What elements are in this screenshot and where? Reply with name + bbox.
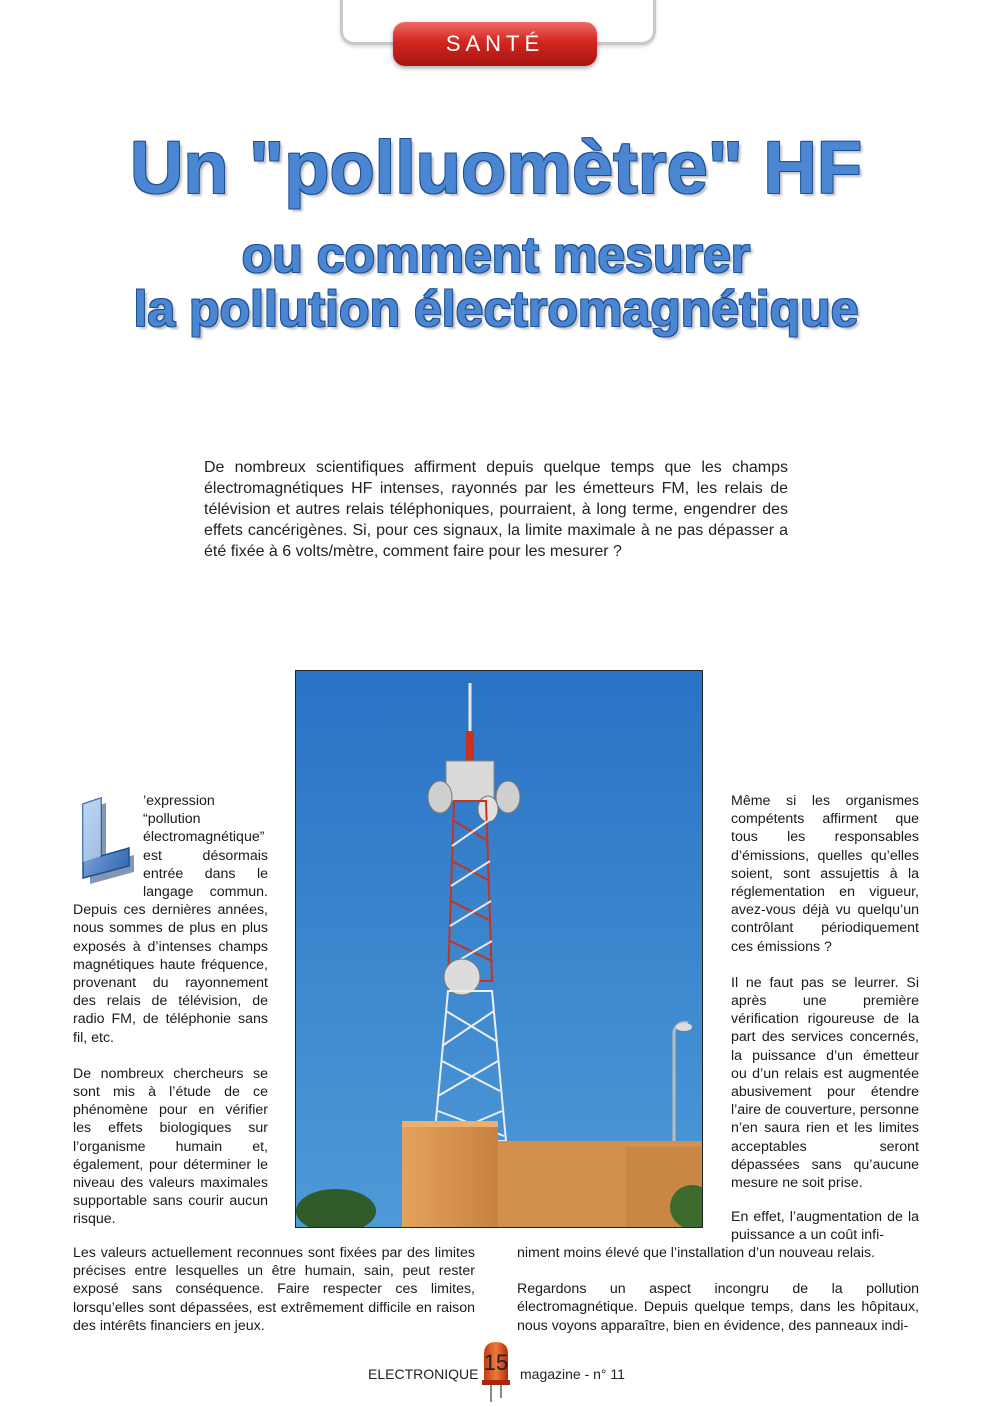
article-title: Un "polluomètre" HF — [129, 126, 863, 209]
antenna-tower-photo — [295, 670, 703, 1228]
right-paragraph-1: Même si les organismes compétents affirment que tous les responsables d’émissions, quelles qu’elles soient, sont assujettis à la réglementation en vigueur, avez-vous déjà vu quelqu’un contrôlant périodiquement ces émissions ? — [731, 793, 919, 955]
right-paragraph-3b: niment moins élevé que l’installation d’un nouveau relais. — [517, 1245, 876, 1261]
right-paragraph-3a: En effet, l’augmentation de la puissance a un coût infi- — [731, 1209, 919, 1244]
dropcap-letter-icon — [73, 796, 135, 886]
left-column — [73, 792, 268, 1247]
article-subtitle — [0, 228, 992, 336]
section-label: SANTÉ — [445, 31, 545, 56]
footer-issue: magazine - n° 11 — [520, 1366, 625, 1382]
right-paragraph-2: Il ne faut pas se leurrer. Si après une première vérification rigoureuse de la part des services concernés, la puissance d’un émetteur ou d’un relais est augmentée abusivement pour étendre l’aire de couverture, personne n’en saura rien et les limites acceptables seront dépassées sans qu’aucune mesure ne soit prise. — [731, 974, 919, 1192]
section-tab — [393, 22, 597, 66]
left-paragraph-2: De nombreux chercheurs se sont mis à l’étude de ce phénomène pour en vérifier les effets biologiques sur l’organisme humain et, également, pour déterminer le niveau des valeurs maximales supportable sans courir aucun risque. — [73, 1065, 268, 1228]
right-paragraph-4: Regardons un aspect incongru de la pollution électromagnétique. Depuis quelque temps, dans les hôpitaux, nous voyons apparaître, bien en évidence, des panneaux indi- — [517, 1281, 919, 1334]
page-number: 15 — [483, 1350, 509, 1375]
footer-magazine-name: ELECTRONIQUE — [368, 1366, 479, 1382]
subtitle-line-1: ou comment mesurer — [241, 227, 751, 283]
page-footer — [0, 1340, 992, 1390]
left-paragraph-3: Les valeurs actuellement reconnues sont fixées par des limites précises entre lesquelles un être humain, sain, peut rester exposé sans conséquence. Faire respecter ces limites, lorsqu’elles sont dépassées, est extrêmement difficile en raison des intérêts financiers en jeux. — [73, 1245, 475, 1334]
led-page-number-icon — [479, 1340, 513, 1402]
left-paragraph-1: ’expression “pollution électromagnétique” est désormais entrée dans le langage commun. Depuis ces dernières années, nous sommes de plus en plus exposés à d’intenses champs magnétiques haute fréquence, provenant du rayonnement des relais de télévision, de radio FM, de téléphonie sans fil, etc. — [73, 793, 268, 1046]
intro-paragraph: De nombreux scientifiques affirment depuis quelque temps que les champs électromagnétiques HF intenses, rayonnés par les émetteurs FM, les relais de télévision et autres relais téléphoniques, pourraient, à long terme, engendrer des effets cancérigènes. Si, pour ces signaux, la limite maximale à ne pas dépasser a été fixée à 6 volts/mètre, comment faire pour les mesurer ? — [204, 459, 788, 560]
right-wide-block — [517, 1244, 919, 1335]
subtitle-line-2: la pollution électromagnétique — [133, 281, 859, 337]
right-column — [731, 792, 919, 1210]
